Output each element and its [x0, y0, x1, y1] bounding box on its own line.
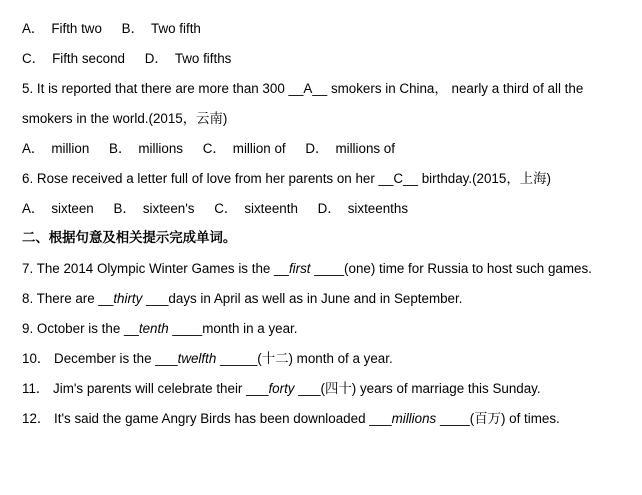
q6-option-a-letter: A．: [22, 201, 45, 216]
fill-item-before: December is the ___: [54, 351, 178, 366]
q5-options: [22, 140, 411, 158]
fill-item-11: [22, 380, 541, 398]
q5-option-c-letter: C．: [202, 141, 226, 156]
fill-item-answer: thirty: [113, 291, 143, 306]
q6-option-b-letter: B．: [113, 201, 136, 216]
q6-option-d-letter: D．: [317, 201, 341, 216]
q6-option-b-text: sixteen's: [142, 201, 195, 216]
q6-option-c-letter: C．: [214, 201, 238, 216]
q4-option-c-text: Fifth second: [52, 51, 126, 66]
fill-item-after: ___days in April as well as in June and in September.: [142, 291, 463, 306]
fill-item-answer: forty: [268, 381, 295, 396]
fill-item-number: 11．: [22, 381, 50, 396]
q4-option-c-letter: C．: [22, 51, 46, 66]
fill-item-before: Jim's parents will celebrate their ___: [53, 381, 269, 396]
fill-item-7: [22, 260, 592, 278]
fill-item-8: [22, 290, 462, 308]
q5-option-a-text: million: [51, 141, 90, 156]
q6-stem: [22, 170, 551, 188]
q4-option-d-text: Two fifths: [174, 51, 232, 66]
fill-item-number: 10．: [22, 351, 51, 366]
q5-option-b-text: millions: [138, 141, 183, 156]
fill-item-answer: twelfth: [177, 351, 217, 366]
q4-option-b-text: Two fifth: [151, 21, 201, 36]
q5-option-b-letter: B．: [109, 141, 132, 156]
q4-options-row2: [22, 50, 247, 68]
fill-item-after: ____month in a year.: [168, 321, 298, 336]
q5-option-d-letter: D．: [305, 141, 329, 156]
q4-options: [22, 20, 217, 38]
fill-item-answer: millions: [391, 411, 437, 426]
q6-option-a-text: sixteen: [51, 201, 94, 216]
q4-option-b-letter: B．: [121, 21, 144, 36]
fill-item-before: It's said the game Angry Birds has been downloaded ___: [54, 411, 392, 426]
fill-item-after: ____(百万) of times.: [436, 411, 560, 426]
q4-option-a-text: Fifth two: [51, 21, 102, 36]
q5-number: 5.: [22, 81, 34, 96]
q6-number: 6.: [22, 171, 34, 186]
q5-option-a-letter: A．: [22, 141, 45, 156]
fill-item-after: ___(四十) years of marriage this Sunday.: [294, 381, 541, 396]
fill-item-before: The 2014 Olympic Winter Games is the __: [36, 261, 289, 276]
fill-item-12: [22, 410, 560, 428]
q6-options: [22, 200, 424, 218]
q5-stem-line2: smokers in the world.(2015，云南): [22, 111, 228, 126]
q5-text-part1: It is reported that there are more than 300 __A__ smokers in China，: [36, 81, 448, 96]
fill-item-number: 9.: [22, 321, 34, 336]
section-2-title: 二、根据句意及相关提示完成单词。: [22, 231, 237, 246]
q6-text: Rose received a letter full of love from her parents on her __C__ birthday.(2015，上海): [36, 171, 551, 186]
q4-option-a-letter: A．: [22, 21, 45, 36]
fill-item-after: _____(十二) month of a year.: [216, 351, 393, 366]
q5-option-c-text: million of: [232, 141, 286, 156]
fill-item-answer: first: [288, 261, 311, 276]
q5-text-part2: nearly a third of all the: [451, 81, 584, 96]
fill-item-answer: tenth: [138, 321, 169, 336]
fill-item-9: [22, 320, 297, 338]
fill-item-before: There are __: [36, 291, 114, 306]
q6-option-d-text: sixteenths: [347, 201, 409, 216]
q5-stem: [22, 80, 583, 98]
q4-option-d-letter: D．: [144, 51, 168, 66]
q5-option-d-text: millions of: [335, 141, 395, 156]
fill-item-before: October is the __: [36, 321, 139, 336]
fill-item-number: 8.: [22, 291, 34, 306]
fill-item-10: [22, 350, 393, 368]
fill-item-after: ____(one) time for Russia to host such games.: [310, 261, 592, 276]
q6-option-c-text: sixteenth: [244, 201, 298, 216]
fill-item-number: 12．: [22, 411, 51, 426]
fill-item-number: 7.: [22, 261, 34, 276]
